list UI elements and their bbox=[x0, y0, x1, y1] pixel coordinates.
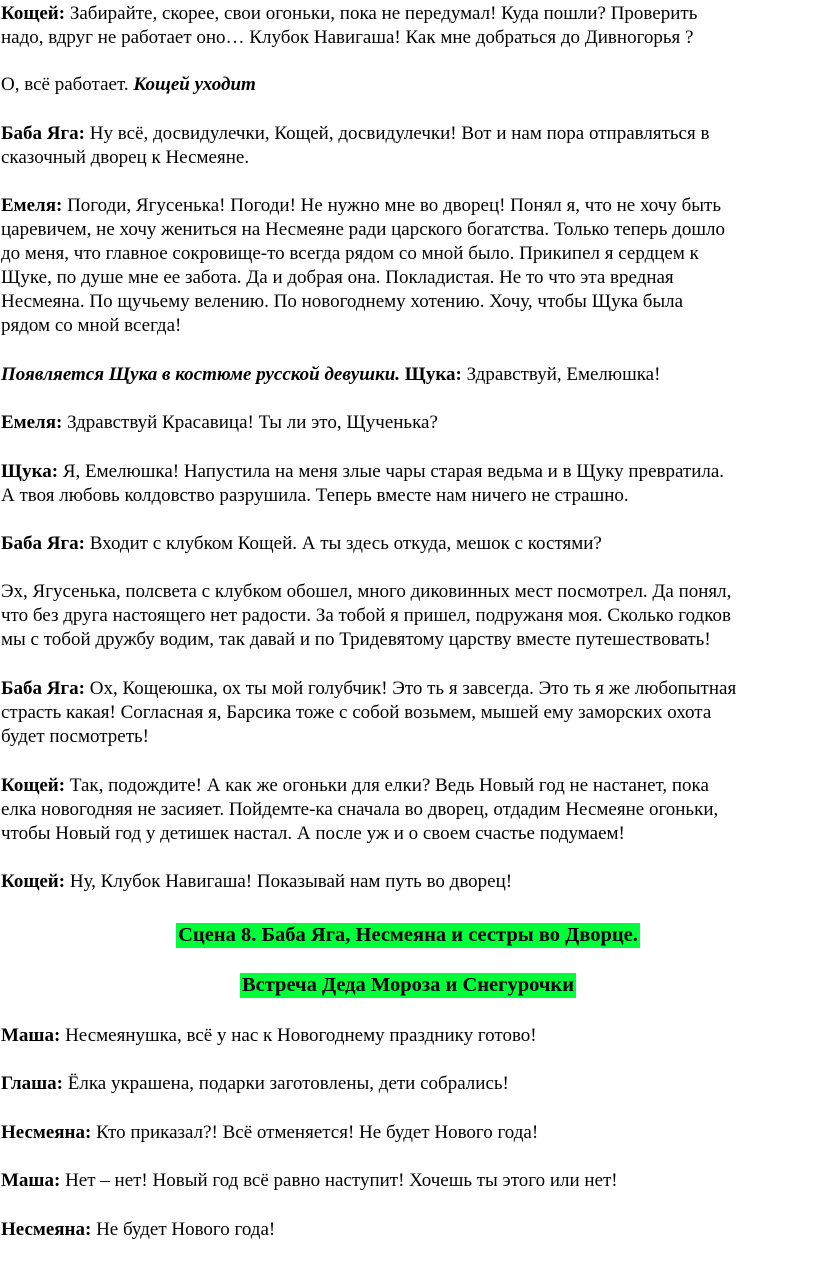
speaker-name: Маша: bbox=[1, 1170, 61, 1191]
paragraph-emelya-2 bbox=[1, 411, 816, 435]
speaker-name: Кощей: bbox=[1, 775, 66, 796]
speaker-name: Баба Яга: bbox=[1, 533, 85, 554]
text-line bbox=[1, 1121, 816, 1145]
text-line bbox=[1, 460, 816, 484]
speaker-name: Несмеяна: bbox=[1, 1122, 92, 1143]
text-line bbox=[1, 363, 816, 387]
line-text: Ох, Кощеюшка, ох ты мой голубчик! Это ть я завсегда. Это ть я же любопытная bbox=[85, 678, 737, 699]
paragraph-masha-1 bbox=[1, 1024, 816, 1048]
speaker-name: Кощей: bbox=[1, 3, 66, 24]
speaker-name: Глаша: bbox=[1, 1073, 63, 1094]
paragraph-koschei-1 bbox=[1, 2, 816, 50]
paragraph-schuka-1 bbox=[1, 460, 816, 508]
line-text: Входит с клубком Кощей. А ты здесь откуда, мешок с костями? bbox=[85, 533, 602, 554]
text-line: А твоя любовь колдовство разрушила. Теперь вместе нам ничего не страшно. bbox=[1, 485, 629, 506]
line-text: Так, подождите! А как же огоньки для елки? Ведь Новый год не настанет, пока bbox=[65, 775, 709, 796]
text-line: елка новогодняя не засияет. Пойдемте-ка сначала во дворец, отдадим Несмеяне огоньки, bbox=[1, 799, 719, 820]
paragraph-emelya-1 bbox=[1, 194, 816, 338]
paragraph-baba-yaga-1 bbox=[1, 122, 816, 170]
scene-title: Сцена 8. Баба Яга, Несмеяна и сестры во Дворце. bbox=[178, 924, 638, 946]
text-line: Щуке, по душе мне ее забота. Да и добрая она. Покладистая. Не то что эта вредная bbox=[1, 267, 674, 288]
scene-subtitle: Встреча Деда Мороза и Снегурочки bbox=[241, 974, 575, 996]
text-line: что без друга настоящего нет радости. За тобой я пришел, подружаня моя. Сколько годков bbox=[1, 605, 731, 626]
text-line: надо, вдруг не работает оно… Клубок Навигаша! Как мне добраться до Дивногорья ? bbox=[1, 27, 694, 48]
line-text: Ну всё, досвидулечки, Кощей, досвидулечки! Вот и нам пора отправляться в bbox=[85, 123, 710, 144]
line-text: Забирайте, скорее, свои огоньки, пока не передумал! Куда пошли? Проверить bbox=[65, 3, 698, 24]
text-line: будет посмотреть! bbox=[1, 726, 150, 747]
text-line bbox=[1, 532, 816, 556]
paragraph-all-works bbox=[1, 73, 816, 97]
text-line: страсть какая! Согласная я, Барсика тоже с собой возьмем, мышей ему заморских охота bbox=[1, 702, 712, 723]
text-line: Несмеяна. По щучьему велению. По новогоднему хотению. Хочу, чтобы Щука была bbox=[1, 291, 684, 312]
text-line: чтобы Новый год у детишек настал. А после уж и о своем счастье подумаем! bbox=[1, 823, 625, 844]
speaker-name: Щука: bbox=[400, 364, 462, 385]
paragraph-nesmeyana-1 bbox=[1, 1121, 816, 1145]
line-text: Несмеянушка, всё у нас к Новогоднему празднику готово! bbox=[60, 1025, 537, 1046]
speaker-name: Маша: bbox=[1, 1025, 61, 1046]
line-text: О, всё работает. bbox=[1, 74, 134, 95]
text-line bbox=[1, 1024, 816, 1048]
speaker-name: Кощей: bbox=[1, 871, 66, 892]
scene-subheading bbox=[0, 972, 816, 999]
line-text: Кто приказал?! Всё отменяется! Не будет Нового года! bbox=[91, 1122, 539, 1143]
text-line: сказочный дворец к Несмеяне. bbox=[1, 147, 250, 168]
text-line: Эх, Ягусенька, полсвета с клубком обошел, много диковинных мест посмотрел. Да понял, bbox=[1, 581, 732, 602]
text-line bbox=[1, 1169, 816, 1193]
line-text: Ёлка украшена, подарки заготовлены, дети собрались! bbox=[62, 1073, 509, 1094]
line-text: Ну, Клубок Навигаша! Показывай нам путь во дворец! bbox=[65, 871, 513, 892]
scene-heading bbox=[0, 922, 816, 949]
line-text: Погоди, Ягусенька! Погоди! Не нужно мне во дворец! Понял я, что не хочу быть bbox=[62, 195, 721, 216]
speaker-name: Емеля: bbox=[1, 195, 63, 216]
text-line: царевичем, не хочу жениться на Несмеяне ради царского богатства. Только теперь дошло bbox=[1, 219, 725, 240]
speaker-name: Несмеяна: bbox=[1, 1219, 92, 1240]
speaker-name: Щука: bbox=[1, 461, 59, 482]
paragraph-nesmeyana-2 bbox=[1, 1218, 816, 1242]
text-line bbox=[1, 411, 816, 435]
speaker-name: Емеля: bbox=[1, 412, 63, 433]
paragraph-koschei-3 bbox=[1, 870, 816, 894]
paragraph-schuka-appears bbox=[1, 363, 816, 387]
line-text: Нет – нет! Новый год всё равно наступит! Хочешь ты этого или нет! bbox=[60, 1170, 618, 1191]
paragraph-baba-yaga-3 bbox=[1, 677, 816, 749]
line-text: Не будет Нового года! bbox=[91, 1219, 276, 1240]
paragraph-baba-yaga-2 bbox=[1, 532, 816, 556]
stage-direction: Появляется Щука в костюме русской девушки. bbox=[1, 364, 401, 385]
text-line bbox=[1, 2, 816, 26]
text-line bbox=[1, 73, 816, 97]
paragraph-masha-2 bbox=[1, 1169, 816, 1193]
speaker-name: Баба Яга: bbox=[1, 123, 85, 144]
text-line bbox=[1, 194, 816, 218]
text-line: рядом со мной всегда! bbox=[1, 315, 182, 336]
text-line bbox=[1, 1072, 816, 1096]
text-line bbox=[1, 870, 816, 894]
text-line bbox=[1, 122, 816, 146]
speaker-name: Баба Яга: bbox=[1, 678, 85, 699]
paragraph-koschei-2 bbox=[1, 774, 816, 846]
text-line: мы с тобой дружбу водим, так давай и по Тридевятому царству вместе путешествовать! bbox=[1, 629, 711, 650]
text-line: до меня, что главное сокровище-то всегда рядом со мной было. Прикипел я сердцем к bbox=[1, 243, 699, 264]
text-line bbox=[1, 1218, 816, 1242]
line-text: Здравствуй, Емелюшка! bbox=[461, 364, 661, 385]
line-text: Я, Емелюшка! Напустила на меня злые чары старая ведьма и в Щуку превратила. bbox=[58, 461, 725, 482]
text-line bbox=[1, 677, 816, 701]
stage-direction: Кощей уходит bbox=[133, 74, 256, 95]
paragraph-koschei-speech bbox=[1, 580, 816, 652]
paragraph-glasha-1 bbox=[1, 1072, 816, 1096]
text-line bbox=[1, 774, 816, 798]
line-text: Здравствуй Красавица! Ты ли это, Щученька? bbox=[62, 412, 438, 433]
